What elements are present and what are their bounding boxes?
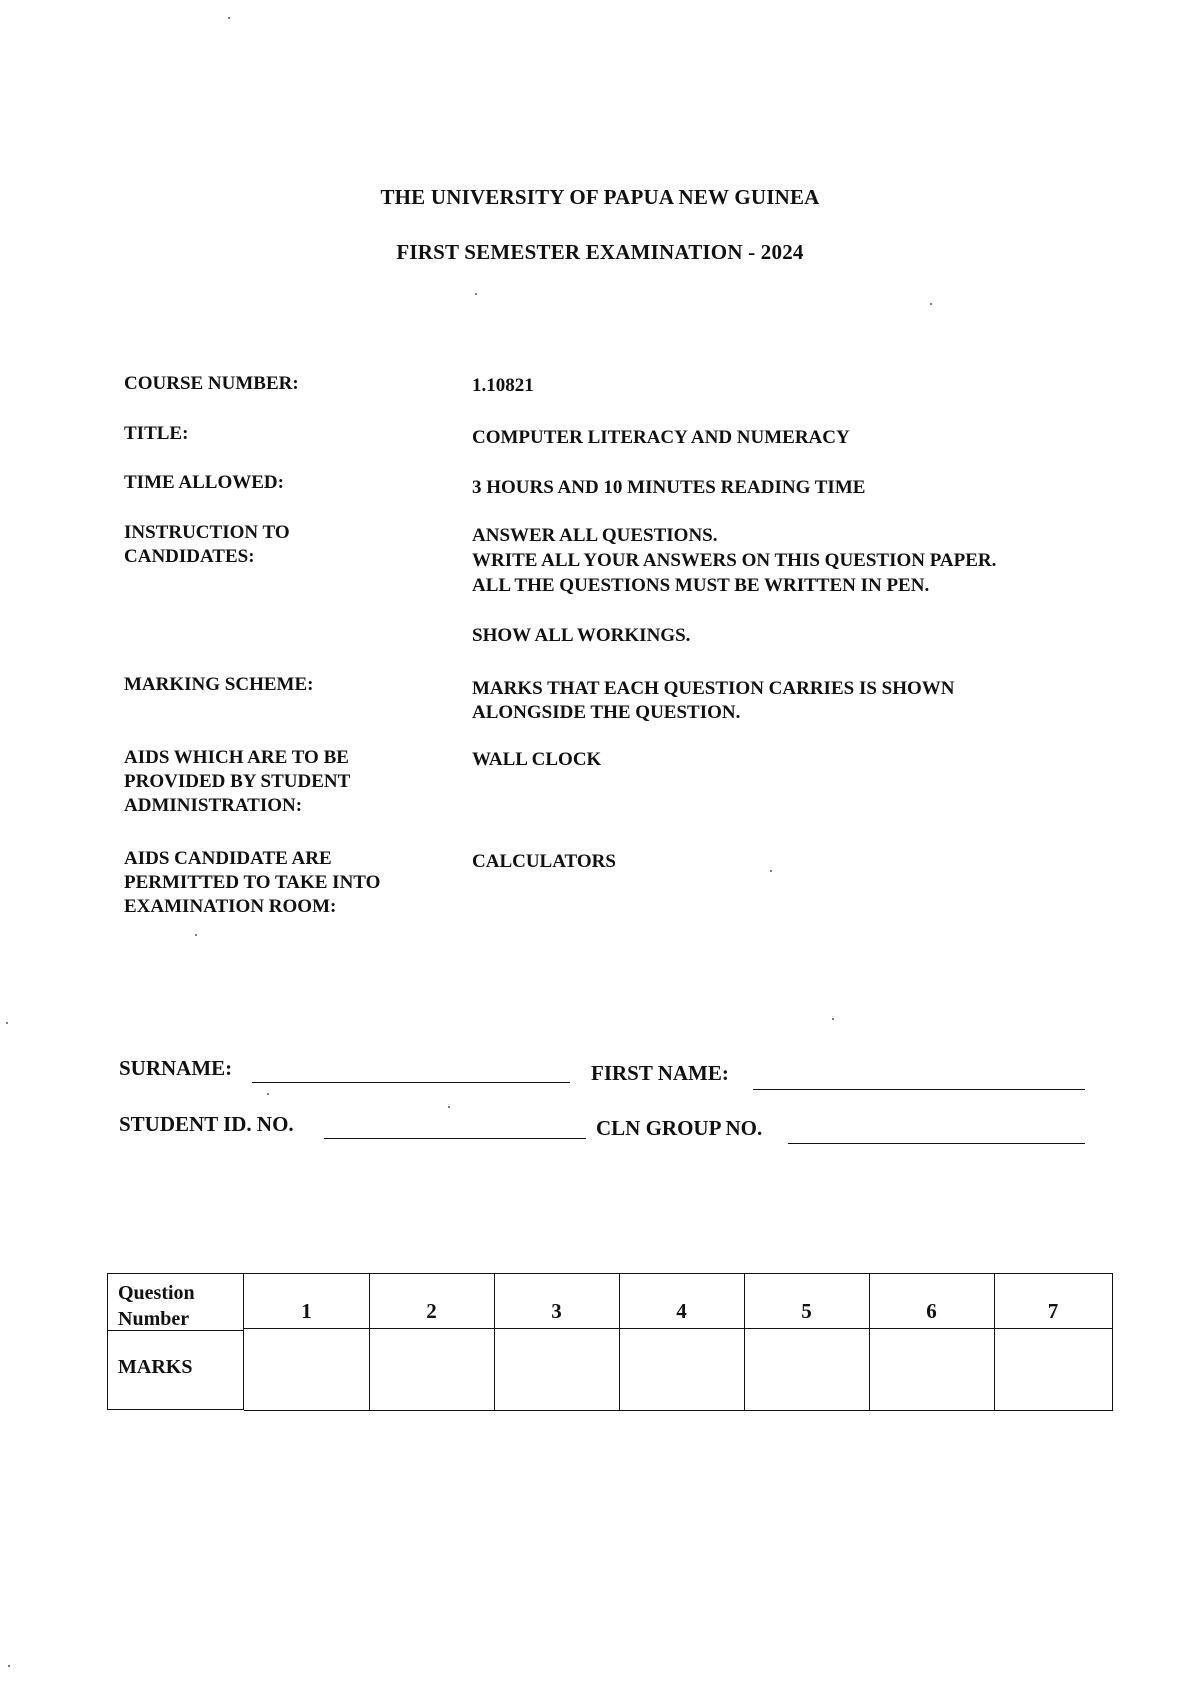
aids-candidate-label-line: PERMITTED TO TAKE INTO [124, 872, 381, 893]
aids-candidate-label-line: AIDS CANDIDATE ARE [124, 848, 332, 869]
student-id-field[interactable] [324, 1138, 586, 1139]
aids-admin-label-line: PROVIDED BY STUDENT [124, 771, 351, 792]
instruction-label [124, 521, 444, 569]
instruction-line: WRITE ALL YOUR ANSWERS ON THIS QUESTION PAPER. [472, 550, 997, 571]
scan-speck [930, 303, 932, 305]
marks-cell[interactable] [869, 1329, 994, 1409]
time-allowed-value: 3 HOURS AND 10 MINUTES READING TIME [472, 477, 866, 498]
first-name-label: FIRST NAME: [591, 1061, 729, 1085]
title-value: COMPUTER LITERACY AND NUMERACY [472, 427, 850, 448]
scan-speck [448, 1106, 450, 1108]
question-number: 1 [301, 1299, 312, 1323]
marking-scheme-label: MARKING SCHEME: [124, 674, 314, 695]
column-divider [1112, 1273, 1113, 1410]
scan-speck [475, 293, 477, 295]
marks-cell[interactable] [619, 1329, 744, 1409]
exam-title: FIRST SEMESTER EXAMINATION - 2024 [396, 240, 804, 264]
marks-cell[interactable] [744, 1329, 869, 1409]
course-number-value: 1.10821 [472, 375, 534, 396]
scan-speck [267, 1093, 269, 1095]
question-number: 7 [1047, 1299, 1059, 1323]
question-number-label: Number [118, 1308, 190, 1330]
header-divider [108, 1330, 243, 1331]
aids-admin-value: WALL CLOCK [472, 749, 602, 770]
instruction-workings: SHOW ALL WORKINGS. [472, 625, 691, 646]
question-number: 5 [801, 1299, 812, 1323]
time-allowed-label: TIME ALLOWED: [124, 472, 284, 493]
aids-candidate-label [124, 847, 444, 919]
first-name-field[interactable] [753, 1089, 1085, 1090]
instruction-line: ALL THE QUESTIONS MUST BE WRITTEN IN PEN. [472, 575, 930, 596]
surname-field[interactable] [252, 1082, 570, 1083]
aids-candidate-value: CALCULATORS [472, 851, 616, 872]
cln-group-label: CLN GROUP NO. [596, 1116, 763, 1140]
aids-admin-label-line: AIDS WHICH ARE TO BE [124, 747, 349, 768]
marks-table-header-cell [107, 1273, 244, 1410]
aids-candidate-label-line: EXAMINATION ROOM: [124, 896, 337, 917]
instructions-value [472, 523, 1112, 598]
question-number: 4 [676, 1299, 687, 1323]
marks-cell[interactable] [369, 1329, 494, 1409]
instruction-label-line: INSTRUCTION TO [124, 522, 290, 543]
marks-cell[interactable] [494, 1329, 619, 1409]
scan-speck [195, 934, 197, 936]
student-id-label: STUDENT ID. NO. [119, 1112, 294, 1136]
aids-admin-label-line: ADMINISTRATION: [124, 795, 303, 816]
aids-admin-label [124, 746, 444, 818]
scan-speck [832, 1018, 834, 1020]
question-number: 2 [426, 1299, 437, 1323]
question-number: 6 [926, 1299, 937, 1323]
scan-speck [228, 17, 230, 19]
question-number: 3 [551, 1299, 562, 1323]
instruction-label-line: CANDIDATES: [124, 546, 255, 567]
marking-scheme-value [472, 677, 1112, 725]
course-number-label: COURSE NUMBER: [124, 373, 299, 394]
question-number-label: Question [118, 1282, 195, 1304]
scan-speck [770, 870, 772, 872]
marks-label: MARKS [118, 1356, 193, 1378]
table-bottom-border [244, 1410, 1113, 1411]
university-title: THE UNIVERSITY OF PAPUA NEW GUINEA [380, 185, 820, 209]
scan-speck [8, 1665, 10, 1667]
marks-cell[interactable] [994, 1329, 1112, 1409]
instruction-line: ANSWER ALL QUESTIONS. [472, 525, 718, 546]
table-top-border [244, 1273, 1113, 1274]
surname-label: SURNAME: [119, 1056, 233, 1080]
cln-group-field[interactable] [788, 1143, 1085, 1144]
scan-speck [6, 1022, 8, 1024]
title-label: TITLE: [124, 423, 189, 444]
marks-table [107, 1273, 1113, 1419]
marks-cell[interactable] [244, 1329, 369, 1409]
marking-scheme-line: ALONGSIDE THE QUESTION. [472, 702, 741, 723]
marking-scheme-line: MARKS THAT EACH QUESTION CARRIES IS SHOWN [472, 678, 955, 699]
